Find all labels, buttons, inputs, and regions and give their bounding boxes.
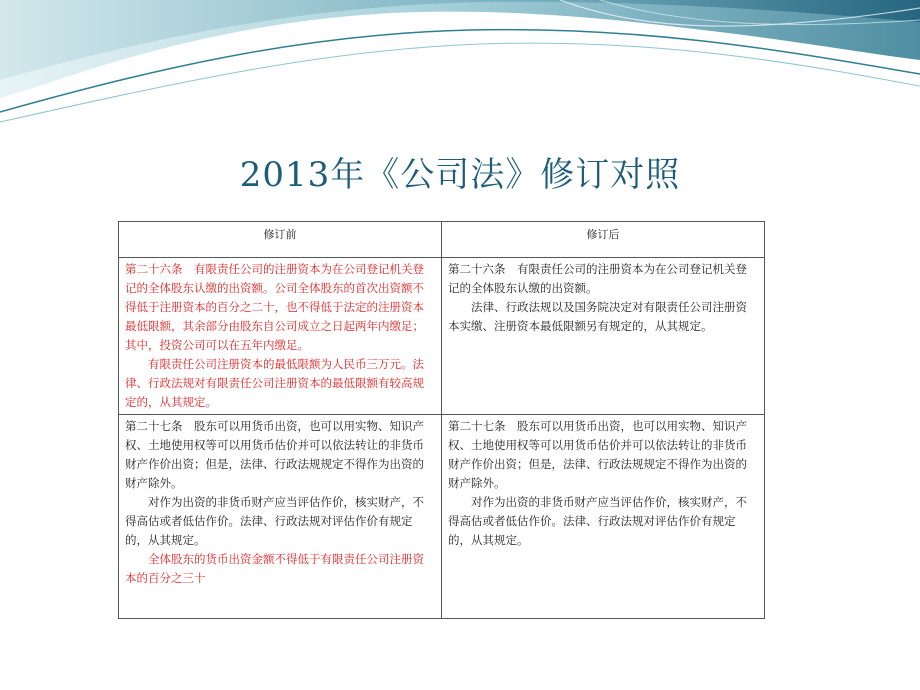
cell-after-article-27 bbox=[442, 415, 765, 619]
paragraph: 对作为出资的非货币财产应当评估作价，核实财产，不得高估或者低估作价。法律、行政法规对评估作价有规定的，从其规定。 bbox=[125, 495, 424, 547]
header-after: 修订后 bbox=[442, 222, 765, 258]
paragraph: 对作为出资的非货币财产应当评估作价，核实财产，不得高估或者低估作价。法律、行政法规对评估作价有规定的，从其规定。 bbox=[448, 495, 747, 547]
paragraph: 第二十六条 有限责任公司的注册资本为在公司登记机关登记的全体股东认缴的出资额。 bbox=[448, 262, 747, 295]
comparison-table bbox=[118, 221, 765, 619]
table-row bbox=[119, 415, 765, 619]
paragraph: 有限责任公司注册资本的最低限额为人民币三万元。法律、行政法规对有限责任公司注册资本的最低限额有较高规定的，从其规定。 bbox=[125, 357, 424, 409]
page-title: 2013年《公司法》修订对照 bbox=[239, 155, 681, 195]
table-row bbox=[119, 258, 765, 415]
cell-after-article-26 bbox=[442, 258, 765, 415]
paragraph: 第二十七条 股东可以用货币出资，也可以用实物、知识产权、土地使用权等可以用货币估价并可以依法转让的非货币财产作价出资；但是，法律、行政法规规定不得作为出资的财产除外。 bbox=[125, 419, 424, 490]
cell-before-article-27 bbox=[119, 415, 442, 619]
paragraph: 第二十七条 股东可以用货币出资，也可以用实物、知识产权、土地使用权等可以用货币估价并可以依法转让的非货币财产作价出资；但是，法律、行政法规规定不得作为出资的财产除外。 bbox=[448, 419, 747, 490]
cell-before-article-26 bbox=[119, 258, 442, 415]
paragraph: 第二十六条 有限责任公司的注册资本为在公司登记机关登记的全体股东认缴的出资额。公司全体股东的首次出资额不得低于注册资本的百分之二十，也不得低于法定的注册资本最低限额，其余部分由股东自公司成立之日起两年内缴足；其中，投资公司可以在五年内缴足。 bbox=[125, 262, 424, 352]
header-before: 修订前 bbox=[119, 222, 442, 258]
table-header-row bbox=[119, 222, 765, 258]
decorative-banner bbox=[0, 0, 920, 140]
paragraph: 全体股东的货币出资金额不得低于有限责任公司注册资本的百分之三十 bbox=[125, 552, 424, 585]
paragraph: 法律、行政法规以及国务院决定对有限责任公司注册资本实缴、注册资本最低限额另有规定的，从其规定。 bbox=[448, 300, 747, 333]
